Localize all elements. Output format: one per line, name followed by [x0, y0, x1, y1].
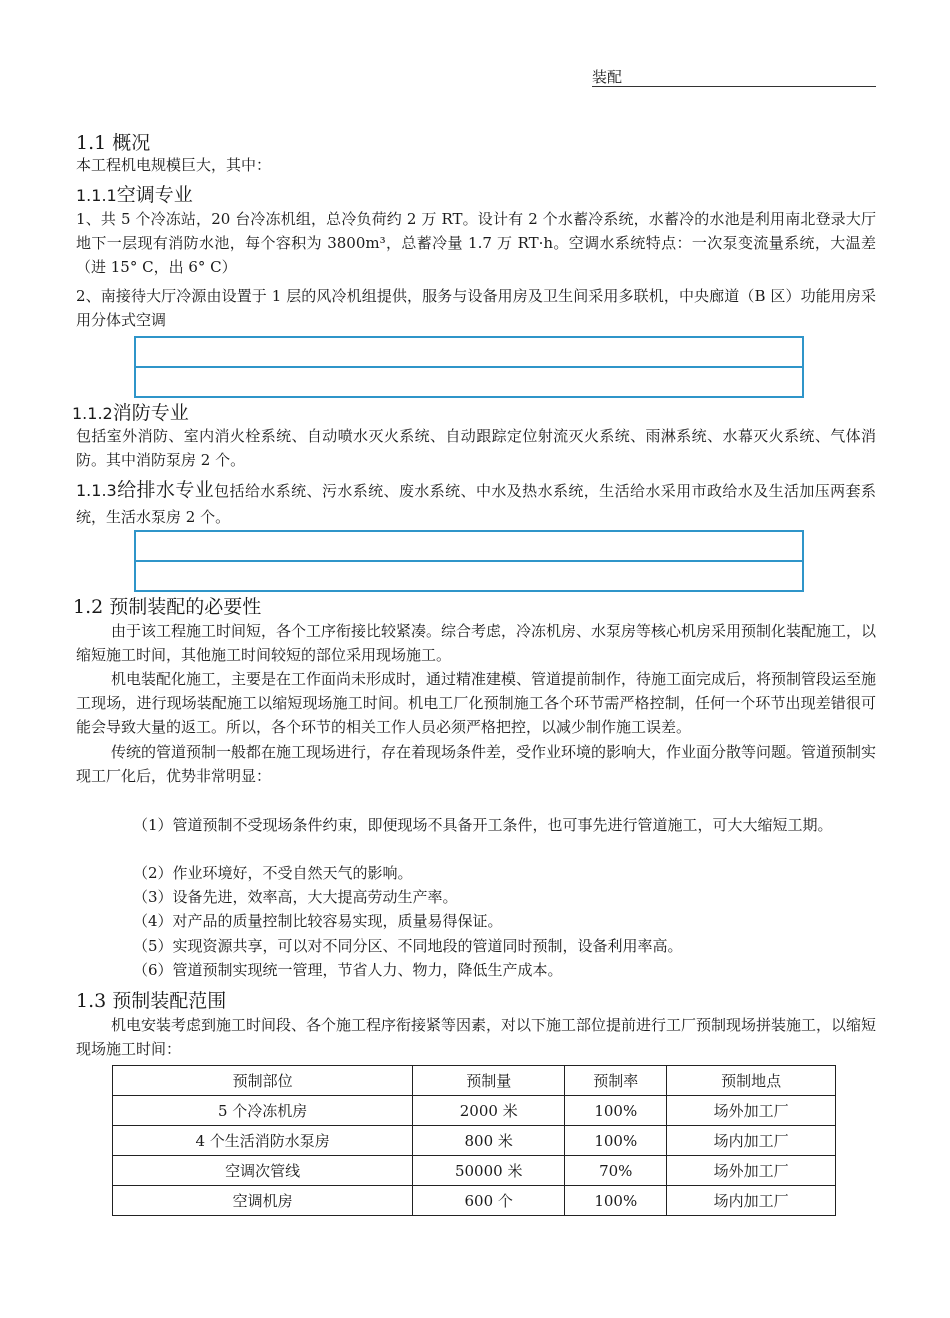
plumbing-paragraph [76, 477, 876, 530]
heading-1-1: 1.1 概况 [76, 132, 151, 154]
heading-title: 给排水专业 [116, 479, 215, 501]
table-cell: 70% [565, 1156, 667, 1186]
table-cell: 2000 米 [413, 1096, 565, 1126]
heading-1-1-2 [72, 398, 189, 425]
table-row [113, 1186, 836, 1216]
necessity-paragraph-2: 机电装配化施工，主要是在工作面尚未形成时，通过精准建模、管道提前制作，待施工面完成后，将预制管段运至施工现场，进行现场装配施工以缩短现场施工时间。机电工厂化预制施工各个环节需严格控制，任何一个环节出现差错很可能会导致大量的返工。所以，各个环节的相关工作人员必须严格把控，以减少制作施工误差。 [76, 670, 877, 736]
table-header-row [113, 1066, 836, 1096]
heading-title: 消防专业 [112, 402, 189, 424]
heading-number: 1.1.3 [76, 481, 117, 500]
table-header-cell: 预制地点 [667, 1066, 836, 1096]
running-header: 装配 [592, 68, 623, 86]
table-row [113, 1096, 836, 1126]
table-cell: 4 个生活消防水泵房 [113, 1126, 413, 1156]
heading-number: 1.1.2 [72, 404, 113, 423]
plumbing-text: 包括给水系统、污水系统、废水系统、中水及热水系统，生活给水采用市政给水及生活加压两套系统，生活水泵房 2 个。 [76, 482, 876, 526]
table-cell: 100% [565, 1096, 667, 1126]
table-cell: 600 个 [413, 1186, 565, 1216]
hvac-paragraph-2: 2、南接待大厅冷源由设置于 1 层的风冷机组提供，服务与设备用房及卫生间采用多联机，中央廊道（B 区）功能用房采用分体式空调 [76, 287, 876, 329]
table-cell: 场内加工厂 [667, 1126, 836, 1156]
advantage-item: （6）管道预制实现统一管理，节省人力、物力，降低生产成本。 [133, 961, 563, 979]
table-cell: 50000 米 [413, 1156, 565, 1186]
empty-bordered-box [134, 530, 804, 592]
advantage-item: （2）作业环境好，不受自然天气的影响。 [133, 864, 413, 882]
fire-paragraph: 包括室外消防、室内消火栓系统、自动喷水灭火系统、自动跟踪定位射流灭火系统、雨淋系统、水幕灭火系统、气体消防。其中消防泵房 2 个。 [76, 427, 876, 469]
table-cell: 场外加工厂 [667, 1156, 836, 1186]
table-header-cell: 预制率 [565, 1066, 667, 1096]
necessity-paragraph-1: 由于该工程施工时间短，各个工序衔接比较紧凑。综合考虑，冷冻机房、水泵房等核心机房采用预制化装配施工，以缩短施工时间，其他施工时间较短的部位采用现场施工。 [76, 622, 877, 664]
advantage-item: （1）管道预制不受现场条件约束，即便现场不具备开工条件，也可事先进行管道施工，可大大缩短工期。 [133, 816, 833, 834]
prefab-scope-table [112, 1065, 836, 1216]
table-cell: 100% [565, 1126, 667, 1156]
table-header-cell: 预制量 [413, 1066, 565, 1096]
heading-1-2: 1.2 预制装配的必要性 [73, 596, 262, 618]
table-cell: 5 个冷冻机房 [113, 1096, 413, 1126]
header-rule [592, 86, 876, 87]
necessity-paragraph-3: 传统的管道预制一般都在施工现场进行，存在着现场条件差，受作业环境的影响大，作业面分散等问题。管道预制实现工厂化后，优势非常明显： [76, 743, 877, 785]
table-cell: 100% [565, 1186, 667, 1216]
scope-paragraph: 机电安装考虑到施工时间段、各个施工程序衔接紧等因素，对以下施工部位提前进行工厂预制现场拼装施工，以缩短现场施工时间： [76, 1016, 877, 1058]
advantage-item: （4）对产品的质量控制比较容易实现，质量易得保证。 [133, 912, 503, 930]
heading-1-3: 1.3 预制装配范围 [76, 990, 227, 1012]
table-cell: 800 米 [413, 1126, 565, 1156]
table-cell: 场内加工厂 [667, 1186, 836, 1216]
heading-1-1-1 [76, 180, 193, 207]
table-cell: 空调次管线 [113, 1156, 413, 1186]
advantage-item: （3）设备先进，效率高，大大提高劳动生产率。 [133, 888, 458, 906]
hvac-paragraph-1: 1、共 5 个冷冻站，20 台冷冻机组，总冷负荷约 2 万 RT。设计有 2 个水蓄冷系统，水蓄冷的水池是利用南北登录大厅地下一层现有消防水池，每个容积为 3800m³，总蓄冷量 1.7 万 RT·h。空调水系统特点：一次泵变流量系统，大温差（进 15° C，出 6° C） [76, 210, 876, 276]
table-row [113, 1156, 836, 1186]
empty-bordered-box [134, 336, 804, 398]
advantage-item: （5）实现资源共享，可以对不同分区、不同地段的管道同时预制，设备利用率高。 [133, 937, 683, 955]
table-row [113, 1126, 836, 1156]
table-header-cell: 预制部位 [113, 1066, 413, 1096]
heading-number: 1.1.1 [76, 186, 117, 205]
heading-title: 空调专业 [116, 184, 193, 206]
intro-text: 本工程机电规模巨大，其中： [76, 156, 272, 174]
table-cell: 场外加工厂 [667, 1096, 836, 1126]
table-cell: 空调机房 [113, 1186, 413, 1216]
